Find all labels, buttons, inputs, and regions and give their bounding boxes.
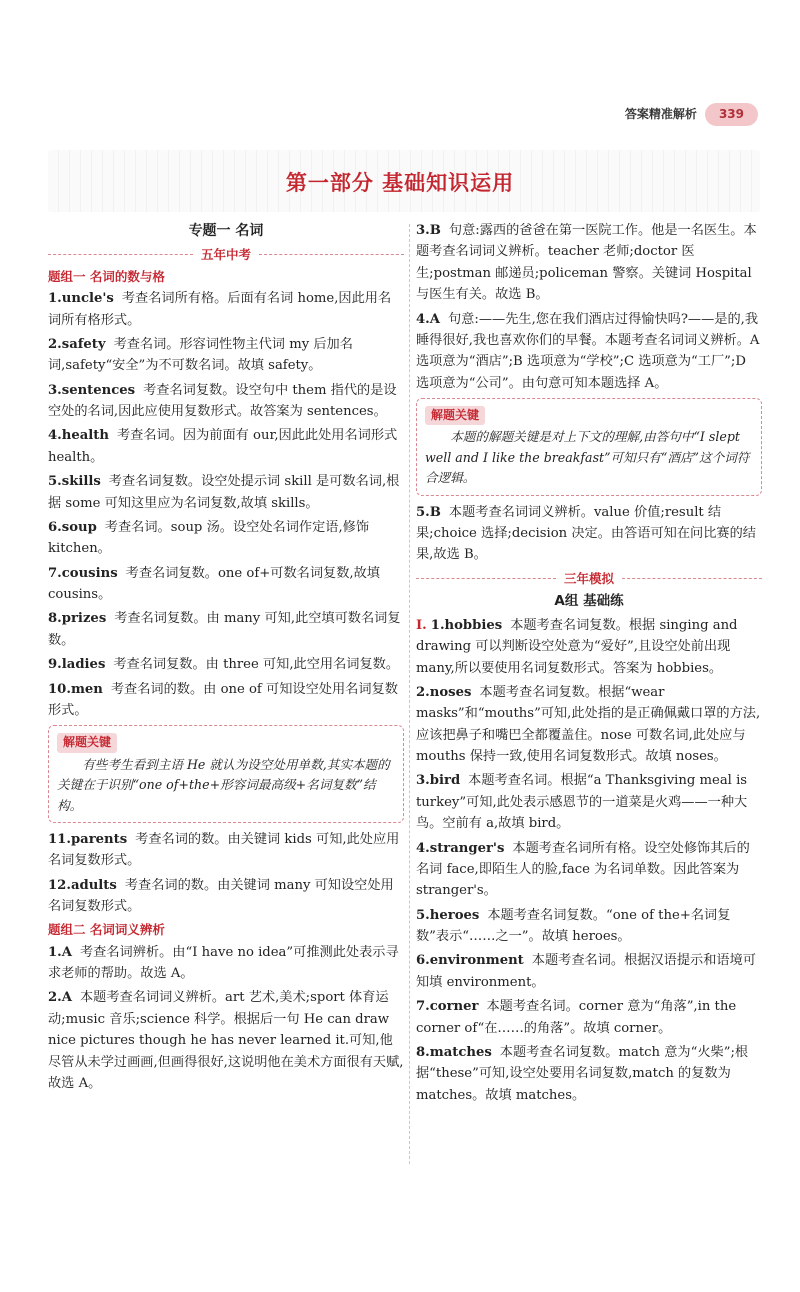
section-bar-sannian — [416, 569, 762, 589]
answer-item — [48, 288, 404, 331]
answer-key: 7.cousins — [48, 565, 118, 581]
answer-item — [48, 563, 404, 606]
answer-key: 5.B — [416, 504, 441, 520]
answer-item — [416, 905, 762, 948]
subgroup-title: A组 基础练 — [554, 592, 624, 609]
answer-explanation: 考查名词的数。由关键词 kids 可知,此处应用名词复数形式。 — [48, 831, 400, 869]
answer-key: 8.matches — [416, 1044, 492, 1060]
answer-explanation: 本题考查名词复数。match 意为“火柴”;根据“these”可知,设空处要用名词复数,match 的复数为 matches。故填 matches。 — [416, 1044, 749, 1103]
answer-explanation: 本题考查名词复数。根据 singing and drawing 可以判断设空处意为“爱好”,且设空处前出现 many,所以要使用名词复数形式。答案为 hobbies。 — [416, 617, 738, 676]
answer-explanation: 本题考查名词。根据汉语提示和语境可知填 environment。 — [416, 953, 756, 990]
left-column — [48, 220, 404, 1097]
answer-key: 3.B — [416, 223, 441, 238]
answer-item — [48, 334, 404, 377]
answer-key: 4.health — [48, 428, 109, 444]
answer-explanation: 本题考查名词。corner 意为“角落”,in the corner of“在……的角落”。故填 corner。 — [416, 999, 737, 1036]
answer-item — [416, 838, 762, 902]
answer-item — [48, 942, 404, 985]
answer-explanation: 考查名词复数。one of+可数名词复数,故填 cousins。 — [48, 565, 380, 603]
tip-heading: 解题关键 — [57, 733, 117, 752]
answer-key: 1.hobbies — [430, 617, 503, 633]
tip-box — [48, 725, 404, 823]
tip-text: 有些考生看到主语 He 就认为设空处用单数,其实本题的关键在于识别“one of+the+形容词最高级+名词复数”结构。 — [57, 756, 390, 813]
answer-explanation: 考查名词复数。设空处提示词 skill 是可数名词,根据 some 可知这里应为名词复数,故填 skills。 — [48, 474, 400, 511]
answer-key: 3.sentences — [48, 382, 136, 398]
answer-item — [48, 829, 404, 872]
answer-item — [416, 682, 762, 768]
answer-key: 12.adults — [48, 877, 117, 893]
answer-item — [416, 770, 762, 834]
answer-item — [48, 517, 404, 560]
answer-key: 2.noses — [416, 684, 472, 700]
answer-explanation: 考查名词复数。由 three 可知,此空用名词复数。 — [113, 657, 400, 673]
answer-key: 3.bird — [416, 773, 461, 789]
answer-explanation: 考查名词复数。由 many 可知,此空填可数名词复数。 — [48, 611, 401, 648]
tip-box — [416, 398, 762, 496]
answer-explanation: 考查名词的数。由 one of 可知设空处用名词复数形式。 — [48, 681, 398, 718]
page-header — [625, 103, 758, 126]
section-label: 五年中考 — [201, 246, 252, 262]
answer-key: 4.stranger's — [416, 840, 505, 856]
group-title-2: 题组二 名词词义辨析 — [48, 922, 165, 938]
answer-item — [416, 996, 762, 1039]
answer-item — [416, 950, 762, 993]
answer-explanation: 考查名词复数。设空句中 them 指代的是设空处的名词,因此应使用复数形式。故答案为 sentences。 — [48, 382, 397, 420]
answer-key: 6.soup — [48, 519, 97, 535]
tip-text: 本题的解题关键是对上下文的理解,由答句中“I slept well and I like the breakfast”可知只有“酒店”这个词符合逻辑。 — [425, 429, 750, 486]
answer-explanation: 本题考查名词复数。“one of the+名词复数”表示“……之一”。故填 heroes。 — [416, 907, 731, 945]
answer-item — [416, 309, 762, 395]
answer-item — [48, 425, 404, 468]
group-title-1: 题组一 名词的数与格 — [48, 268, 165, 284]
header-title: 答案精准解析 — [624, 107, 697, 121]
answer-item — [48, 608, 404, 651]
group1-list — [48, 288, 404, 721]
answer-explanation: 考查名词的数。由关键词 many 可知设空处用名词复数形式。 — [48, 877, 394, 915]
section-label: 三年模拟 — [564, 570, 615, 586]
answer-key: 1.A — [48, 944, 72, 960]
answer-key: 2.A — [48, 990, 72, 1006]
answer-explanation: 本题考查名词词义辨析。value 价值;result 结果;choice 选择;decision 决定。由答语可知在问比赛的结果,故选 B。 — [416, 504, 756, 563]
answer-explanation: 考查名词。形容词性物主代词 my 后加名词,safety“安全”为不可数名词。故填 safety。 — [48, 336, 353, 374]
answer-key: 6.environment — [416, 953, 524, 969]
answer-explanation: 考查名词所有格。后面有名词 home,因此用名词所有格形式。 — [48, 291, 392, 328]
answer-key: 5.skills — [48, 474, 101, 490]
section-bar-wunian — [48, 245, 404, 265]
answer-key: 7.corner — [416, 999, 479, 1015]
answer-item — [416, 220, 762, 306]
answer-key: 11.parents — [48, 831, 128, 847]
answer-key: 1.uncle's — [48, 291, 114, 307]
answer-item — [416, 502, 762, 566]
answer-item — [416, 1042, 762, 1106]
answer-explanation: 本题考查名词。根据“a Thanksgiving meal is turkey”可知,此处表示感恩节的一道菜是火鸡——一种大鸟。空前有 a,故填 bird。 — [416, 773, 748, 832]
answer-key: 9.ladies — [48, 657, 106, 673]
answer-key: 2.safety — [48, 336, 106, 352]
answer-item — [48, 654, 404, 675]
answer-explanation: 考查名词辨析。由“I have no idea”可推测此处表示寻求老师的帮助。故选 A。 — [48, 944, 399, 982]
answer-explanation: 句意:露西的爸爸在第一医院工作。他是一名医生。本题考查名词词义辨析。teacher 老师;doctor 医生;postman 邮递员;policeman 警察。关键词 Hospital 与医生有关。故选 B。 — [416, 223, 757, 303]
answer-explanation: 本题考查名词复数。根据“wear masks”和“mouths”可知,此处指的是正确佩戴口罩的方法,应该把鼻子和嘴巴全都覆盖住。nose 可数名词,此处应与 mouths 保持一致,使用名词复数形式。故填 noses。 — [416, 684, 761, 765]
topic-title: 专题一 名词 — [188, 223, 264, 239]
part-title: 第一部分 基础知识运用 — [285, 171, 515, 195]
answer-explanation: 句意:——先生,您在我们酒店过得愉快吗?——是的,我睡得很好,我也喜欢你们的早餐。本题考查名词词义辨析。A 选项意为“酒店”;B 选项意为“学校”;C 选项意为“工厂”;D 选项意为“公司”。由句意可知本题选择 A。 — [416, 311, 760, 391]
answer-item — [48, 380, 404, 423]
answer-key: 4.A — [416, 311, 440, 327]
answer-item — [48, 679, 404, 722]
answer-key: 8.prizes — [48, 611, 107, 627]
answer-item — [416, 615, 762, 679]
answer-explanation: 本题考查名词所有格。设空处修饰其后的名词 face,即陌生人的脸,face 为名词单数。因此答案为 stranger's。 — [416, 840, 750, 899]
exercise-roman-mark: Ⅰ. — [416, 617, 427, 633]
answer-explanation: 考查名词。soup 汤。设空处名词作定语,修饰 kitchen。 — [48, 519, 370, 557]
answer-key: 5.heroes — [416, 907, 480, 923]
answer-item — [48, 875, 404, 918]
answer-explanation: 本题考查名词词义辨析。art 艺术,美术;sport 体育运动;music 音乐;science 科学。根据后一句 He can draw nice pictures though he has never learned it.可知,他尽管从未学过画画,但画得很好,这说明他在美术方面很有天赋,故选 A。 — [48, 990, 404, 1091]
answer-item — [48, 471, 404, 514]
column-divider — [409, 224, 410, 1164]
tip-heading: 解题关键 — [425, 406, 485, 425]
answer-item — [48, 987, 404, 1094]
right-column — [416, 220, 762, 1109]
answer-key: 10.men — [48, 681, 103, 697]
answer-explanation: 考查名词。因为前面有 our,因此此处用名词形式 health。 — [48, 428, 398, 465]
page-number-badge: 339 — [705, 103, 758, 126]
